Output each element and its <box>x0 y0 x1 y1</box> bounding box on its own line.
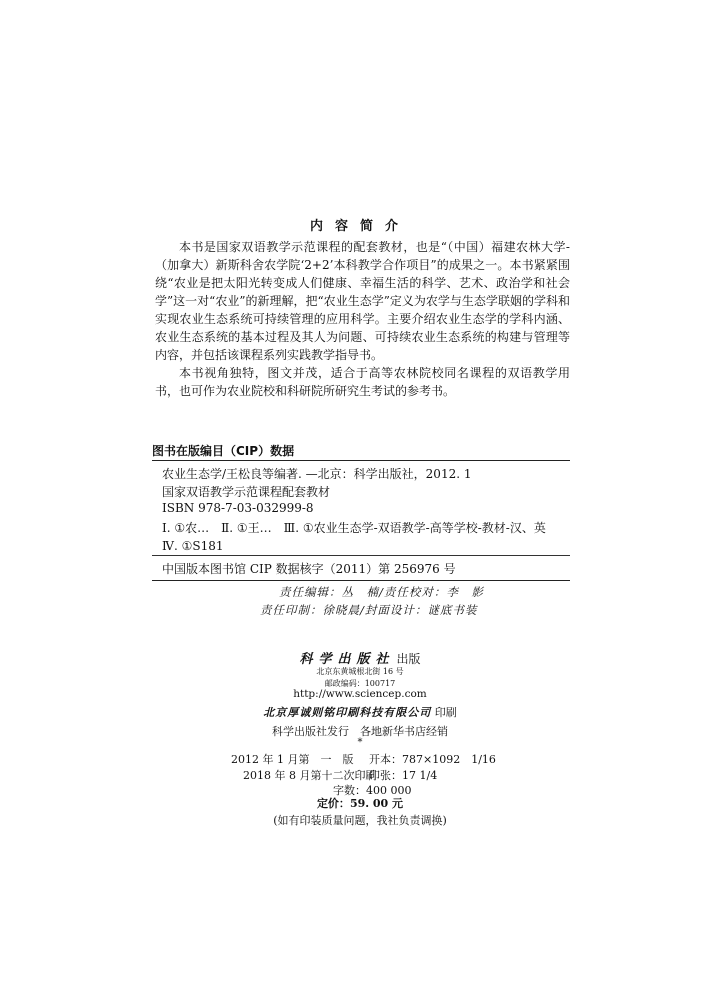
cip-bottom-rule <box>152 580 570 581</box>
publisher-address: 北京东黄城根北街 16 号 <box>316 667 404 676</box>
distribution-line: 科学出版社发行 各地新华书店经销 <box>272 725 448 738</box>
cip-mid-rule <box>152 555 570 556</box>
separator-star: * <box>357 737 363 748</box>
publisher-name: 科学出版社 <box>299 652 395 667</box>
credit-production: 责任印制：徐晓晨/封面设计：谜底书装 <box>260 603 478 617</box>
edition-date: 2012 年 1 月第 一 版 <box>231 753 354 766</box>
book-format: 开本：787×1092 1/16 <box>369 753 496 766</box>
cip-classification <box>162 519 572 555</box>
publisher-verb: 出版 <box>396 652 421 666</box>
printer-verb: 印刷 <box>434 706 457 719</box>
word-count: 字数：400 000 <box>333 784 412 797</box>
cip-heading: 图书在版编目（CIP）数据 <box>152 444 295 458</box>
cip-title-line: 农业生态学/王松良等编著. —北京：科学出版社，2012. 1 <box>162 467 472 481</box>
quality-note: (如有印装质量问题，我社负责调换) <box>273 814 447 827</box>
price-line <box>0 795 720 811</box>
cip-class-line: Ⅰ. ①农… Ⅱ. ①王… Ⅲ. ①农业生态学-双语教学-高等学校-教材-汉、英 <box>162 521 546 535</box>
cip-class-line: Ⅳ. ①S181 <box>162 539 224 553</box>
postal-code: 邮政编码：100717 <box>324 679 396 688</box>
cip-isbn: ISBN 978-7-03-032999-8 <box>162 501 314 515</box>
summary-title: 内容简介 <box>309 219 410 234</box>
price-label: 定价： <box>316 797 350 810</box>
credit-editors: 责任编辑：丛 楠/责任校对：李 影 <box>279 585 484 599</box>
printer-name: 北京厚诚则铭印刷科技有限公司 <box>263 706 432 719</box>
cip-series-line: 国家双语教学示范课程配套教材 <box>162 485 331 499</box>
cip-top-rule <box>152 460 570 461</box>
summary-paragraph: 本书是国家双语教学示范课程的配套教材，也是“（中国）福建农林大学-（加拿大）新斯科舍农学院‘2+2’本科教学合作项目”的成果之一。本书紧紧围绕“农业是把太阳光转变成人们健康、幸福生活的科学、艺术、政治学和社会学”这一对“农业”的新理解，把“农业生态学”定义为农学与生态学联姻的学科和实现农业生态系统可持续管理的应用科学。主要介绍农业生态学的学科内涵、农业生态系统的基本过程及其人为问题、可持续农业生态系统的构建与管理等内容，并包括该课程系列实践教学指导书。 <box>155 240 570 362</box>
publisher-line <box>0 648 720 667</box>
cip-record <box>162 465 572 501</box>
print-sheets: 印张：17 1/4 <box>369 769 438 782</box>
summary-paragraph: 本书视角独特，图文并茂，适合于高等农林院校同名课程的双语教学用书，也可作为农业院校和科研院所研究生考试的参考书。 <box>155 366 570 398</box>
printer-line <box>0 704 720 720</box>
cip-data-number: 中国版本图书馆 CIP 数据核字（2011）第 256976 号 <box>162 562 456 576</box>
summary-body <box>155 238 570 400</box>
print-date: 2018 年 8 月第十二次印刷 <box>243 769 377 782</box>
publisher-url: http://www.sciencep.com <box>293 688 427 700</box>
price-value: 59. 00 元 <box>349 797 404 810</box>
